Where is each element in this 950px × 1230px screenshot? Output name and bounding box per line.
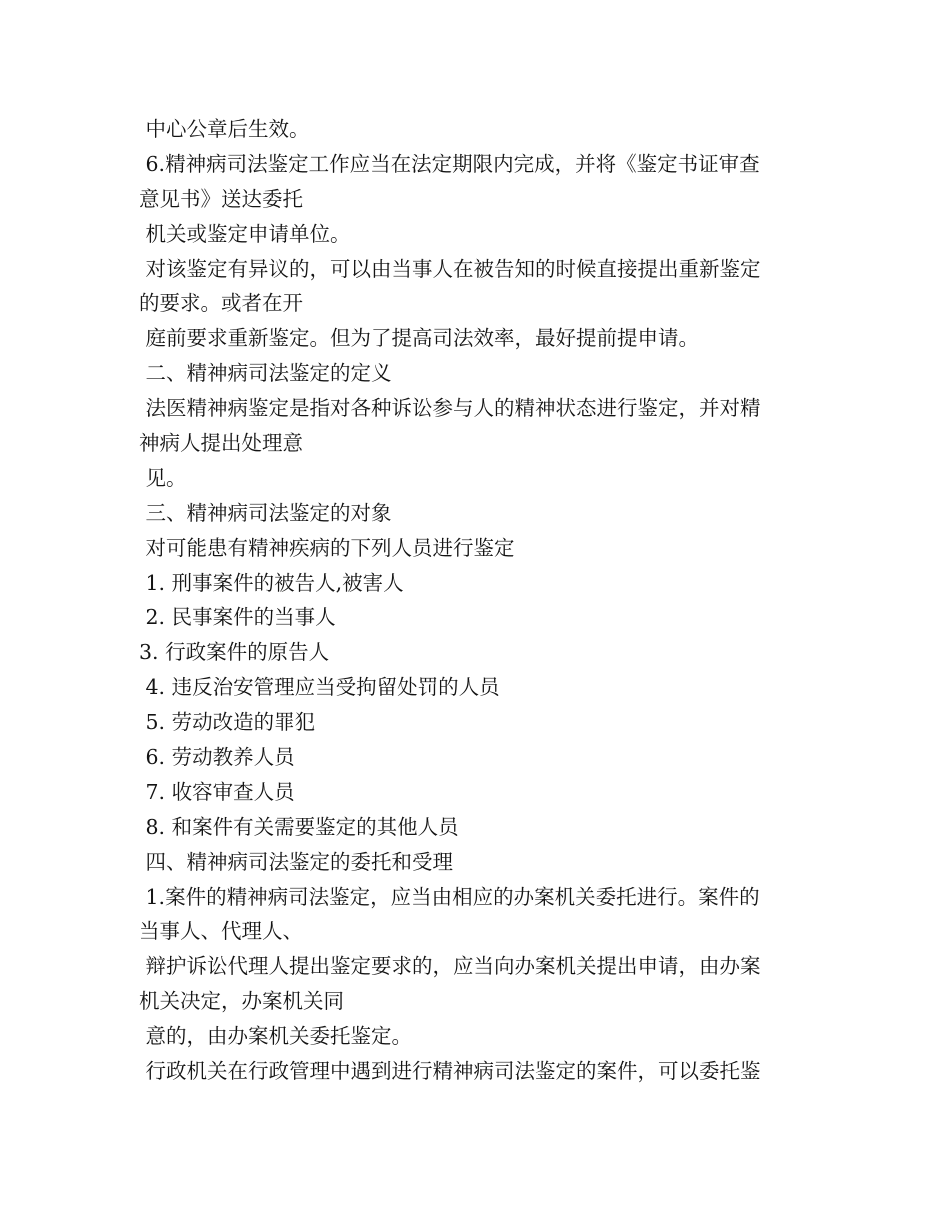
text-line: 意见书》送达委托: [139, 186, 303, 211]
text-line: 中心公章后生效。: [139, 117, 310, 141]
text-line: 行政机关在行政管理中遇到进行精神病司法鉴定的案件，可以委托鉴: [139, 1059, 761, 1084]
text-line: 机关决定，办案机关同: [139, 989, 344, 1014]
text-line: 对可能患有精神疾病的下列人员进行鉴定: [139, 535, 515, 560]
list-item: 8. 和案件有关需要鉴定的其他人员: [139, 814, 459, 839]
list-item: 2. 民事案件的当事人: [139, 605, 336, 630]
text-line: 法医精神病鉴定是指对各种诉讼参与人的精神状态进行鉴定，并对精: [139, 396, 761, 421]
section-heading: 四、精神病司法鉴定的委托和受理: [139, 849, 454, 874]
text-line: 庭前要求重新鉴定。但为了提高司法效率，最好提前提申请。: [139, 326, 700, 351]
list-item: 4. 违反治安管理应当受拘留处罚的人员: [139, 675, 500, 700]
text-line: 的要求。或者在开: [139, 291, 303, 316]
text-line: 神病人提出处理意: [139, 431, 303, 456]
text-line: 机关或鉴定申请单位。: [139, 221, 351, 246]
list-item: 3. 行政案件的原告人: [139, 640, 330, 665]
text-line: 意的，由办案机关委托鉴定。: [139, 1024, 413, 1049]
text-line: 对该鉴定有异议的，可以由当事人在被告知的时候直接提出重新鉴定: [139, 256, 761, 281]
text-line: 当事人、代理人、: [139, 919, 303, 944]
list-item: 1. 刑事案件的被告人,被害人: [139, 570, 404, 595]
list-item: 6. 劳动教养人员: [139, 745, 295, 770]
section-heading: 二、精神病司法鉴定的定义: [139, 361, 392, 386]
text-line: 6.精神病司法鉴定工作应当在法定期限内完成，并将《鉴定书证审查: [139, 151, 760, 176]
list-item: 5. 劳动改造的罪犯: [139, 710, 316, 735]
section-heading: 三、精神病司法鉴定的对象: [139, 500, 392, 525]
text-line: 1.案件的精神病司法鉴定，应当由相应的办案机关委托进行。案件的: [139, 884, 760, 909]
document-body: [139, 112, 819, 1089]
list-item: 7. 收容审查人员: [139, 779, 295, 804]
text-line: 见。: [139, 465, 187, 490]
text-line: 辩护诉讼代理人提出鉴定要求的，应当向办案机关提出申请，由办案: [139, 954, 761, 979]
